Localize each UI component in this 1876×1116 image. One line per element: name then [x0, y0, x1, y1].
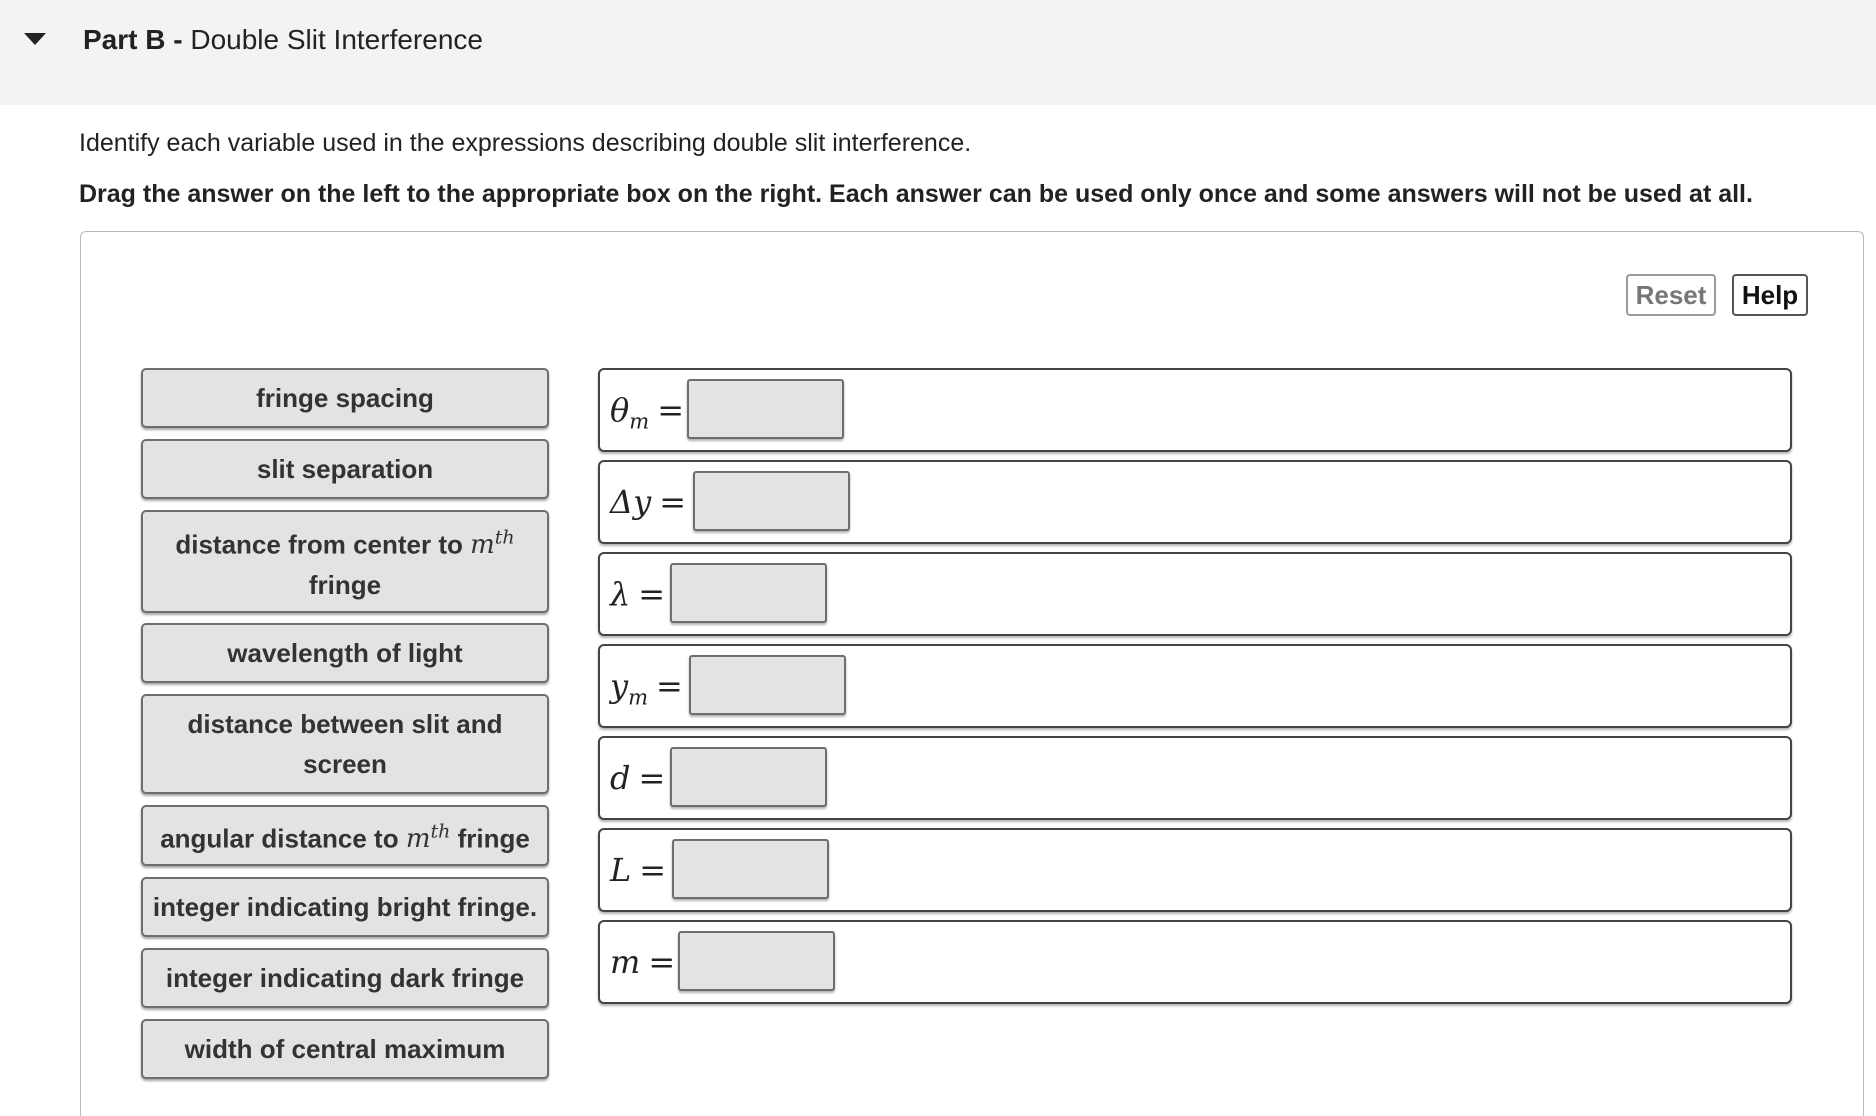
drop-target[interactable]: [672, 839, 829, 899]
variable-label: Δy =: [610, 483, 686, 521]
answer-chip-central-maximum-width[interactable]: [141, 1019, 549, 1079]
answer-chip-bright-fringe-integer[interactable]: [141, 877, 549, 937]
variable-label: $\theta_m$ =: [610, 391, 684, 434]
part-title: [83, 22, 483, 58]
drag-instruction-text: Drag the answer on the left to the appropriate box on the right. Each answer can be used only once and some answers will not be used at all.: [79, 180, 1753, 208]
drop-target[interactable]: [687, 379, 844, 439]
target-row-lambda: [598, 552, 1792, 636]
answer-label: distance between slit and screen: [187, 709, 503, 779]
instruction-text: Identify each variable used in the expressions describing double slit interference.: [79, 129, 972, 157]
variable-label: m =: [610, 943, 676, 981]
drop-target[interactable]: [693, 471, 850, 531]
answer-label: angular distance to $m^{th}$ fringe: [160, 820, 530, 855]
part-header: [0, 0, 1876, 105]
answer-chip-distance-slit-screen[interactable]: [141, 694, 549, 794]
answer-chip-wavelength-of-light[interactable]: [141, 623, 549, 683]
answer-label: integer indicating bright fringe.: [152, 892, 538, 922]
drop-target[interactable]: [670, 747, 827, 807]
answer-label: wavelength of light: [227, 638, 463, 668]
target-row-m: [598, 920, 1792, 1004]
answer-label: integer indicating dark fringe: [165, 963, 525, 993]
variable-label: d =: [610, 759, 666, 797]
target-row-L: [598, 828, 1792, 912]
answer-chip-angular-distance-mth-fringe[interactable]: [141, 805, 549, 866]
part-label: Part B -: [83, 24, 183, 55]
target-row-delta-y: [598, 460, 1792, 544]
drop-target[interactable]: [678, 931, 835, 991]
answer-label: width of central maximum: [184, 1034, 506, 1064]
answer-chip-fringe-spacing[interactable]: [141, 368, 549, 428]
variable-label: λ =: [610, 575, 666, 613]
help-button[interactable]: Help: [1732, 274, 1808, 316]
target-row-d: [598, 736, 1792, 820]
answer-chip-distance-center-to-mth-fringe[interactable]: [141, 510, 549, 613]
collapse-toggle-icon[interactable]: [24, 33, 46, 45]
drop-target[interactable]: [689, 655, 846, 715]
reset-button[interactable]: Reset: [1626, 274, 1716, 316]
answer-chip-slit-separation[interactable]: [141, 439, 549, 499]
answer-label: distance from center to $m^{th}$ fringe: [175, 526, 515, 601]
target-row-y-m: [598, 644, 1792, 728]
drop-target[interactable]: [670, 563, 827, 623]
part-title-text: Double Slit Interference: [190, 24, 483, 55]
answer-chip-dark-fringe-integer[interactable]: [141, 948, 549, 1008]
target-row-theta-m: [598, 368, 1792, 452]
answer-label: fringe spacing: [256, 383, 434, 413]
answer-label: slit separation: [256, 454, 434, 484]
variable-label: $y_m$ =: [610, 667, 683, 710]
variable-label: L =: [610, 851, 667, 889]
